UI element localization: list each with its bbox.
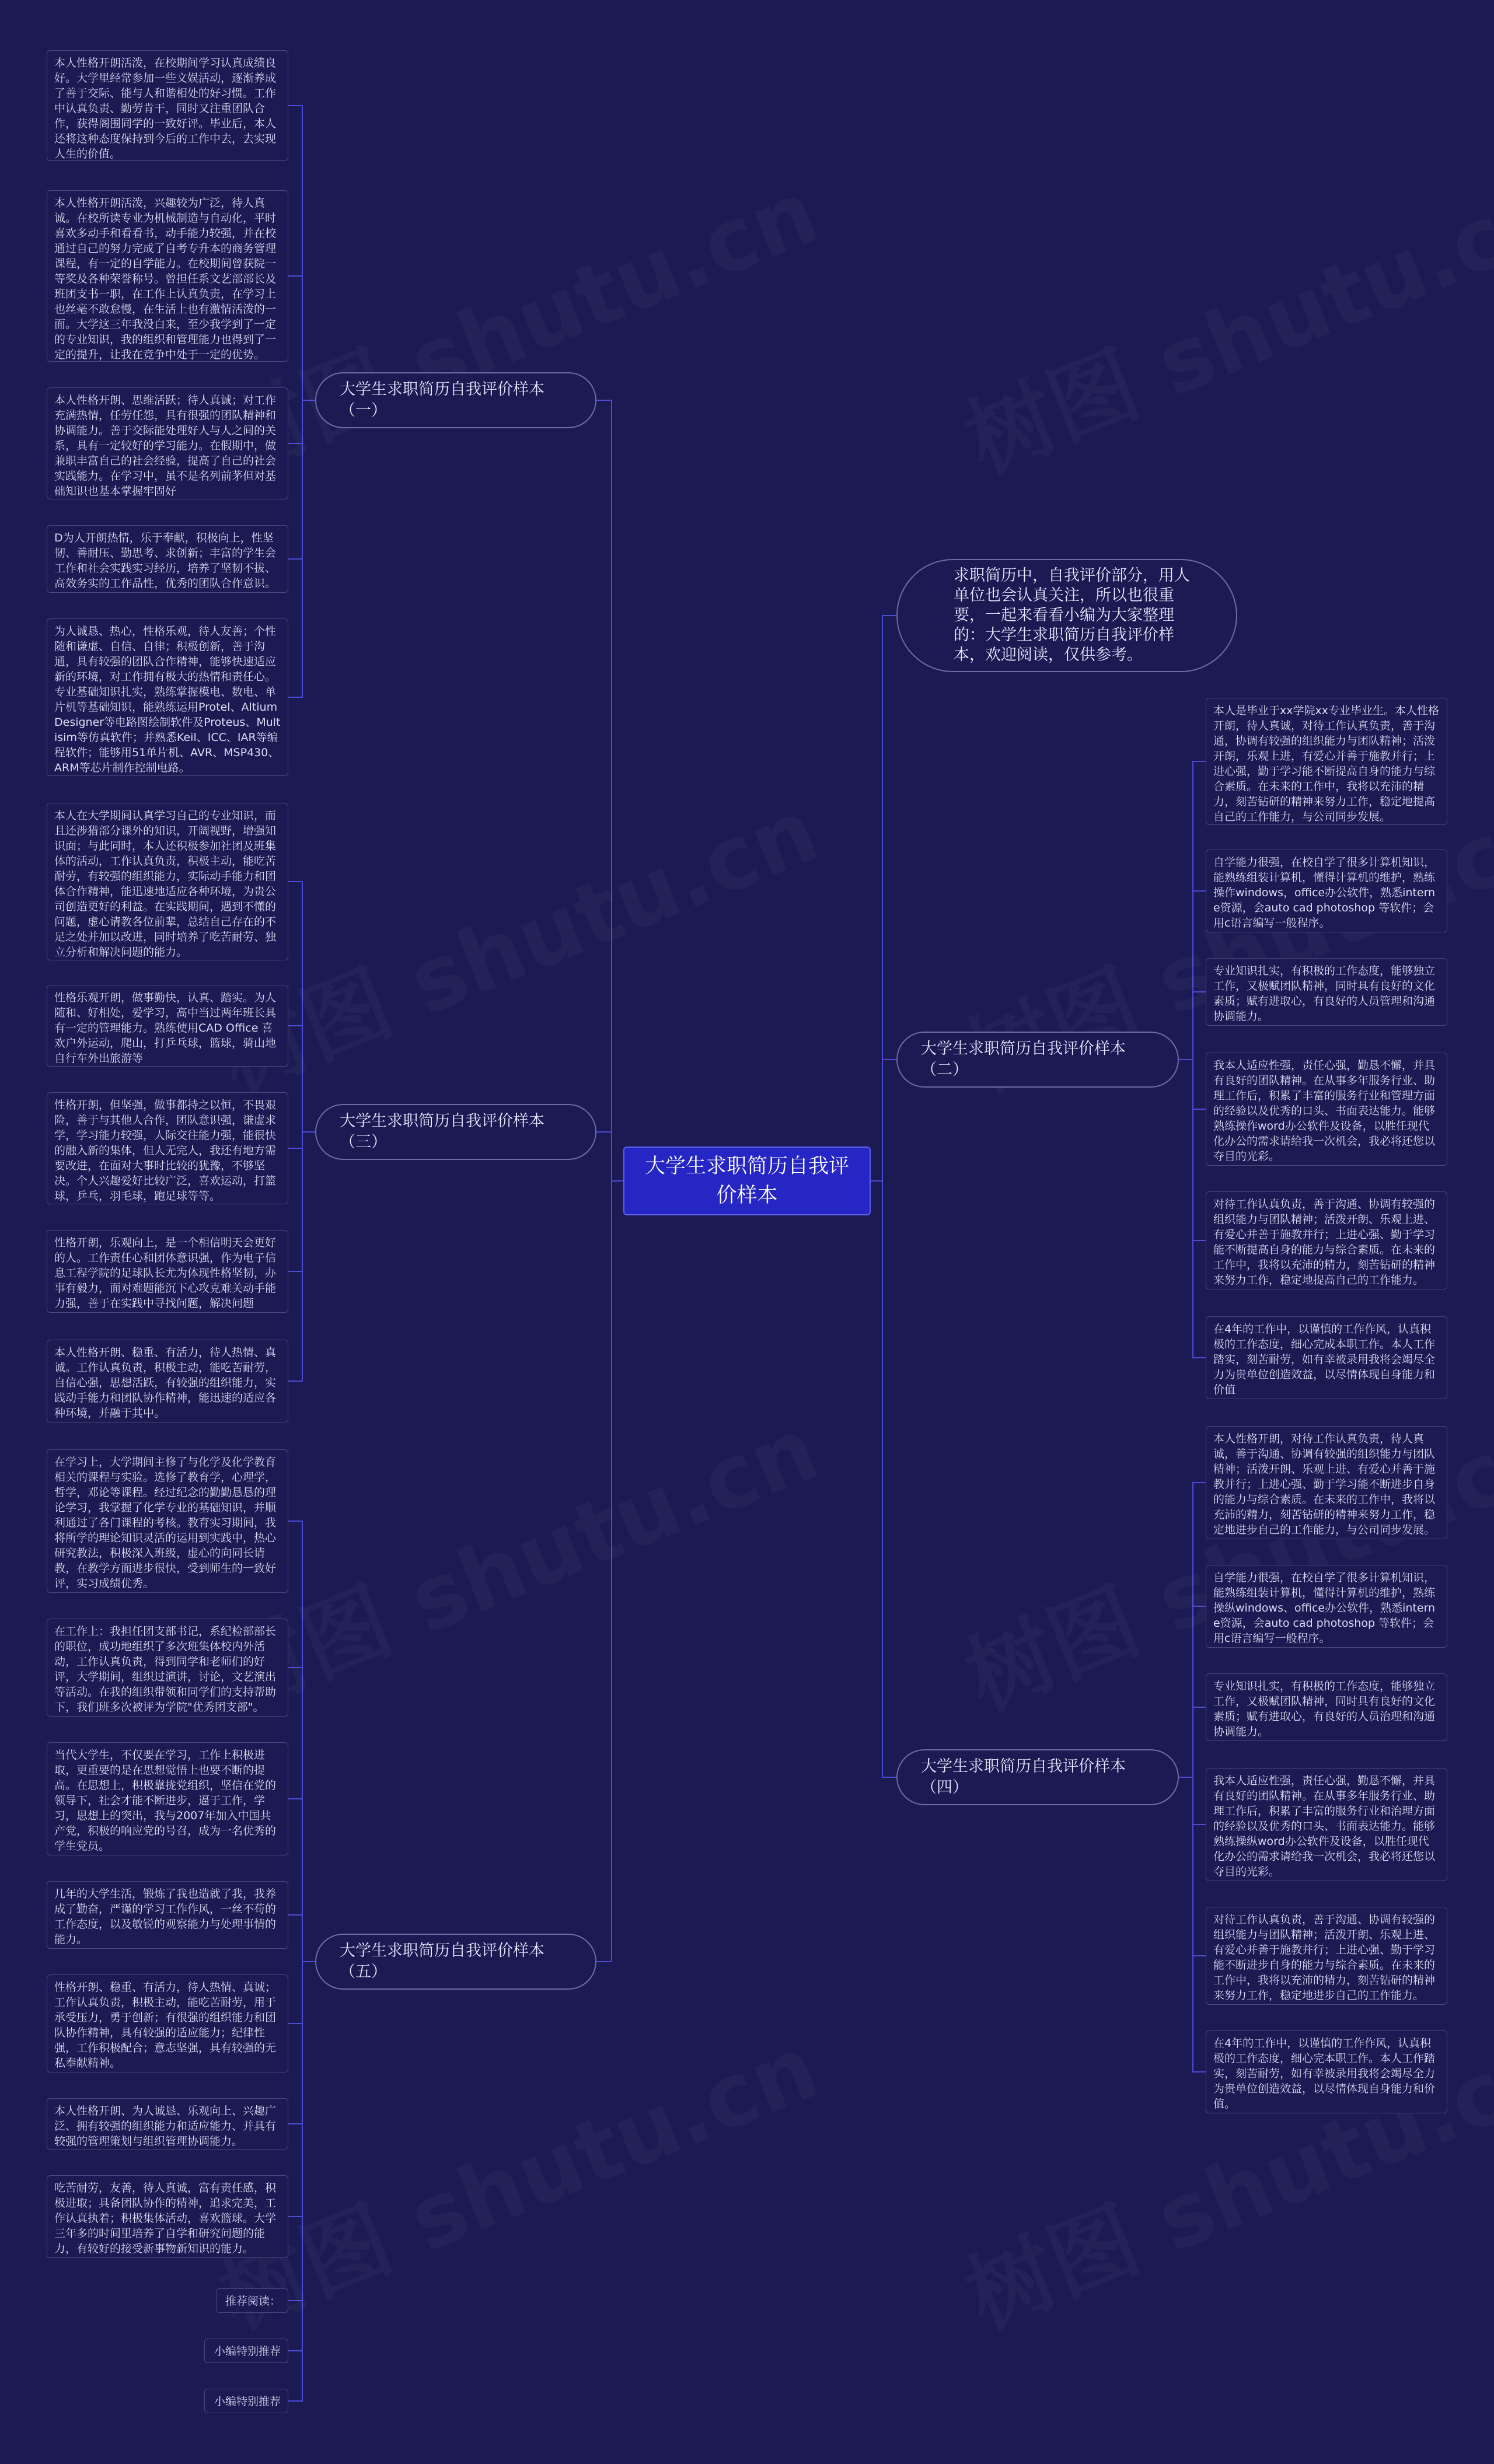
- watermark: [198, 761, 833, 1115]
- leaf-5-1[interactable]: 在学习上，大学期间主修了与化学及化学教育相关的课程与实验。选修了教育学，心理学，哲学，邓论等课程。经过纪念的勤勤恳恳的理论学习，我掌握了化学专业的基础知识，并顺利通过了各门课程的考核。教育实习期间，我将所学的理论知识灵活的运用到实践中，热心研究教法，积极深入班级，虚心的向同长请教，在教学方面进步很快，受到师生的一致好评，实习成绩优秀。: [47, 1449, 288, 1593]
- connector-line: [1179, 1777, 1206, 2072]
- connector-line: [288, 106, 315, 400]
- leaf-5-3[interactable]: 当代大学生，不仅要在学习，工作上积极进取，更重要的是在思想觉悟上也要不断的提高。在思想上，积极靠拢党组织，坚信在党的领导下，社会才能不断进步，逼于工作，学习，思想上的突出，我与2007年加入中国共产党，积极的响应党的号召，成为一名优秀的学生党员。: [47, 1742, 288, 1855]
- connector-line: [288, 400, 315, 559]
- connector-line: [1179, 891, 1206, 1060]
- connector-line: [596, 1132, 623, 1181]
- connector-line: [288, 1026, 315, 1132]
- leaf-5-2[interactable]: 在工作上：我担任团支部书记，系纪检部部长的职位，成功地组织了多次班集体校内外活动，工作认真负责，得到同学和老师们的好评，大学期间，组织过演讲，讨论，文艺演出等活动。在我的组织带领和同学们的支持帮助下，我们班多次被评为学院"优秀团支部"。: [47, 1619, 288, 1717]
- leaf-4-5[interactable]: 对待工作认真负责，善于沟通、协调有较强的组织能力与团队精神；活泼开朗、乐观上进、有爱心并善于施教并行；上进心强、勤于学习能不断进步自身的能力与综合素质。在未来的工作中，我将以充沛的精力，刻苦钻研的精神来努力工作，稳定地进步自己的工作能力。: [1206, 1907, 1447, 2005]
- connector-line: [288, 400, 315, 443]
- connector-line: [288, 1962, 315, 2217]
- connector-line: [1179, 1777, 1206, 1956]
- watermark: [198, 142, 833, 497]
- leaf-4-1[interactable]: 本人性格开朗，对待工作认真负责，待人真诚，善于沟通、协调有较强的组织能力与团队精神；活泼开朗、乐观上进、有爱心并善于施教并行；上进心强、勤于学习能不断进步自身的能力与综合素质。在未来的工作中，我将以充沛的精力，刻苦钻研的精神来努力工作，稳定地进步自己的工作能力，与公司同步发展。: [1206, 1426, 1447, 1539]
- connector-line: [288, 1132, 315, 1381]
- connector-line: [1179, 1060, 1206, 1358]
- branch-5[interactable]: 大学生求职简历自我评价样本（五）: [315, 1934, 596, 1990]
- leaf-2-6[interactable]: 在4年的工作中，以谨慎的工作作风，认真积极的工作态度，细心完成本职工作。本人工作踏实，刻苦耐劳，如有幸被录用我将会竭尽全力为贵单位创造效益，以尽情体现自身能力和价值: [1206, 1316, 1447, 1399]
- connector-line: [1179, 1060, 1206, 1109]
- leaf-1-3[interactable]: 本人性格开朗、思维活跃；待人真诚；对工作充满热情，任劳任怨，具有很强的团队精神和协调能力。善于交际能处理好人与人之间的关系，具有一定较好的学习能力。在假期中，做兼职丰富自己的社会经验，提高了自己的社会实践能力。在学习中，虽不是名列前茅但对基础知识也基本掌握牢固好: [47, 387, 288, 499]
- leaf-1-5[interactable]: 为人诚恳、热心，性格乐观，待人友善；个性随和谦虚、自信、自律；积极创新，善于沟通，具有较强的团队合作精神，能够快速适应新的环境，对工作拥有极大的热情和责任心。专业基础知识扎实，熟练掌握模电、数电、单片机等基础知识，能熟练运用Protel、Altium Designer等电路图绘制软件及Proteus、Multisim等仿真软件；并熟悉Keil、ICC、IAR等编程软件；能够用51单片机、AVR、MSP430、ARM等芯片制作控制电路。: [47, 618, 288, 776]
- watermark: [198, 1998, 833, 2352]
- connector-line: [288, 1668, 315, 1962]
- leaf-2-1[interactable]: 本人是毕业于xx学院xx专业毕业生。本人性格开朗，待人真诚，对待工作认真负责，善于沟通，协调有较强的组织能力与团队精神；活泼开朗，乐观上进，有爱心并善于施教并行；上进心强，勤于学习能不断提高自身的能力与综合素质。在未来的工作中，我将以充沛的精力，刻苦钻研的精神来努力工作，稳定地提高自己的工作能力，与公司同步发展。: [1206, 698, 1447, 825]
- leaf-5-9[interactable]: 小编特别推荐: [204, 2339, 288, 2363]
- leaf-3-2[interactable]: 性格乐观开朗，做事勤快，认真、踏实。为人随和、好相处，爱学习，高中当过两年班长具有一定的管理能力。熟练使用CAD Office 喜欢户外运动，爬山，打乒乓球，篮球，骑山地自行车外出旅游等: [47, 985, 288, 1067]
- connector-line: [288, 882, 315, 1132]
- leaf-3-4[interactable]: 性格开朗，乐观向上，是一个相信明天会更好的人。工作责任心和团体意识强，作为电子信息工程学院的足球队长尤为体现性格坚韧，办事有毅力，面对难题能沉下心攻克难关动手能力强，善于在实践中寻找问题，解决问题: [47, 1230, 288, 1313]
- connector-line: [288, 1962, 315, 2124]
- branch-3[interactable]: 大学生求职简历自我评价样本（三）: [315, 1104, 596, 1160]
- watermark: [198, 1379, 833, 1733]
- root-node[interactable]: 大学生求职简历自我评价样本: [623, 1147, 871, 1215]
- connector-line: [1179, 1777, 1206, 1825]
- leaf-3-3[interactable]: 性格开朗，但坚强，做事都持之以恒，不畏艰险，善于与其他人合作，团队意识强，谦虚求学，学习能力较强，人际交往能力强，能很快的融入新的集体，但人无完人，我还有地方需要改进，在面对大事时比较的犹豫，不够坚决。个人兴趣爱好比较广泛，喜欢运动，打篮球，乒乓，羽毛球，跑足球等等。: [47, 1092, 288, 1204]
- connector-line: [288, 1915, 315, 1962]
- leaf-1-2[interactable]: 本人性格开朗活泼，兴趣较为广泛，待人真诚。在校所读专业为机械制造与自动化，平时喜欢多动手和看看书，动手能力较强，并在校通过自己的努力完成了自考专升本的商务管理课程，有一定的自学能力。在校期间曾获院一等奖及各种荣誉称号。曾担任系文艺部部长及班团支书一职，在工作上认真负责，在学习上也丝毫不敢怠慢，在生活上也有激情活泼的一面。大学这三年我没白来，至少我学到了一定的专业知识，我的组织和管理能力也得到了一定的提升，让我在竞争中处于一定的优势。: [47, 190, 288, 362]
- connector-line: [288, 400, 315, 697]
- connector-line: [1179, 1606, 1206, 1777]
- connector-line: [288, 1962, 315, 2351]
- leaf-5-5[interactable]: 性格开朗、稳重、有活力，待人热情、真诚；工作认真负责，积极主动，能吃苦耐劳，用于承受压力，勇于创新；有很强的组织能力和团队协作精神，具有较强的适应能力；纪律性强，工作积极配合；意志坚强，具有较强的无私奉献精神。: [47, 1974, 288, 2072]
- leaf-3-1[interactable]: 本人在大学期间认真学习自己的专业知识，而且还涉猎部分课外的知识，开阔视野，增强知识面；与此同时，本人还积极参加社团及班集体的活动，工作认真负责，积极主动，能吃苦耐劳，有较强的组织能力，实际动手能力和团体合作精神，能迅速地适应各种环境，为贵公司创造更好的利益。在实践期间，遇到不懂的问题，虚心请教各位前辈，总结自己存在的不足之处并加以改进，同时培养了吃苦耐劳、独立分析和解决问题的能力。: [47, 803, 288, 960]
- leaf-1-1[interactable]: 本人性格开朗活泼，在校期间学习认真成绩良好。大学里经常参加一些文娱活动，逐渐养成了善于交际、能与人和谐相处的好习惯。工作中认真负责、勤劳肯干，同时又注重团队合作，获得阁围同学的一致好评。毕业后，本人还将这种态度保持到今后的工作中去，去实现人生的价值。: [47, 50, 288, 161]
- connector-line: [288, 1962, 315, 2023]
- connector-line: [871, 1181, 896, 1777]
- connector-line: [288, 1799, 315, 1962]
- connector-line: [1179, 1060, 1206, 1240]
- leaf-2-5[interactable]: 对待工作认真负责，善于沟通、协调有较强的组织能力与团队精神；活泼开朗、乐观上进、有爱心并善于施教并行；上进心强、勤于学习能不断提高自身的能力与综合素质。在未来的工作中，我将以充沛的精力，刻苦钻研的精神来努力工作，稳定地提高自己的工作能力。: [1206, 1191, 1447, 1289]
- watermark: [945, 142, 1494, 497]
- connector-line: [288, 1962, 315, 2401]
- branch-1[interactable]: 大学生求职简历自我评价样本（一）: [315, 372, 596, 428]
- connector-line: [288, 1521, 315, 1962]
- leaf-5-6[interactable]: 本人性格开朗、为人诚恳、乐观向上、兴趣广泛、拥有较强的组织能力和适应能力、并具有较强的管理策划与组织管理协调能力。: [47, 2098, 288, 2150]
- connector-line: [1179, 992, 1206, 1060]
- connector-line: [1179, 1483, 1206, 1777]
- connector-line: [288, 1962, 315, 2301]
- intro-node[interactable]: 求职简历中，自我评价部分，用人单位也会认真关注，所以也很重要，一起来看看小编为大家整理的：大学生求职简历自我评价样本，欢迎阅读，仅供参考。: [896, 559, 1237, 672]
- connector-line: [288, 1132, 315, 1271]
- leaf-4-4[interactable]: 我本人适应性强，责任心强，勤恳不懈，并具有良好的团队精神。在从事多年服务行业、助理工作后，积累了丰富的服务行业和治理方面的经验以及优秀的口头、书面表达能力。能够熟练操纵word办公软件及设备，以胜任现代化办公的需求请给我一次机会，我必将还您以夺目的光彩。: [1206, 1768, 1447, 1881]
- leaf-2-3[interactable]: 专业知识扎实，有积极的工作态度，能够独立工作，又极赋团队精神，同时具有良好的文化素质；赋有进取心，有良好的人员管理和沟通协调能力。: [1206, 958, 1447, 1026]
- leaf-5-7[interactable]: 吃苦耐劳，友善，待人真诚，富有责任感，积极进取；具备团队协作的精神，追求完美，工作认真执着；积极集体活动，喜欢篮球。大学三年多的时间里培养了自学和研究问题的能力，有较好的接受新事物新知识的能力。: [47, 2175, 288, 2258]
- connector-line: [1179, 761, 1206, 1060]
- connector-line: [596, 1181, 623, 1962]
- connector-line: [288, 276, 315, 400]
- leaf-5-4[interactable]: 几年的大学生活，锻炼了我也造就了我，我养成了勤奋，严谨的学习工作作风，一丝不苟的工作态度，以及敏锐的观察能力与处理事情的能力。: [47, 1881, 288, 1949]
- connector-line: [1179, 1707, 1206, 1777]
- leaf-4-6[interactable]: 在4年的工作中，以谨慎的工作作风，认真积极的工作态度，细心完本职工作。本人工作踏实，刻苦耐劳，如有幸被录用我将会竭尽全力为贵单位创造效益，以尽情体现自身能力和价值。: [1206, 2030, 1447, 2113]
- leaf-2-2[interactable]: 自学能力很强，在校自学了很多计算机知识，能熟练组装计算机，懂得计算机的维护，熟练操作windows，office办公软件，熟悉interne资源，会auto cad photoshop 等软件；会用c语言编写一般程序。: [1206, 850, 1447, 932]
- branch-4[interactable]: 大学生求职简历自我评价样本（四）: [896, 1749, 1179, 1805]
- branch-2[interactable]: 大学生求职简历自我评价样本（二）: [896, 1032, 1179, 1088]
- connector-line: [288, 1132, 315, 1148]
- leaf-2-4[interactable]: 我本人适应性强，责任心强，勤恳不懈，并具有良好的团队精神。在从事多年服务行业、助理工作后，积累了丰富的服务行业和管理方面的经验以及优秀的口头、书面表达能力。能够熟练操作word办公软件及设备，以胜任现代化办公的需求请给我一次机会，我必将还您以夺目的光彩。: [1206, 1053, 1447, 1166]
- leaf-3-5[interactable]: 本人性格开朗、稳重、有活力，待人热情、真诚。工作认真负责，积极主动，能吃苦耐劳，自信心强，思想活跃，有较强的组织能力，实践动手能力和团队协作精神，能迅速的适应各种环境，并融于其中。: [47, 1340, 288, 1423]
- leaf-5-8[interactable]: 推荐阅读：: [216, 2288, 288, 2313]
- leaf-5-10[interactable]: 小编特别推荐: [204, 2389, 288, 2413]
- leaf-4-2[interactable]: 自学能力很强，在校自学了很多计算机知识，能熟练组装计算机，懂得计算机的维护，熟练操纵windows、office办公软件，熟悉interne资源，会auto cad photoshop 等软件；会用c语言编写一般程序。: [1206, 1565, 1447, 1648]
- leaf-1-4[interactable]: D为人开朗热情，乐于奉献，积极向上，性坚韧、善耐压、勤思考、求创新；丰富的学生会工作和社会实践实习经历，培养了坚韧不拔、高效务实的工作品性，优秀的团队合作意识。: [47, 525, 288, 593]
- connector-line: [596, 400, 623, 1181]
- connector-line: [871, 616, 896, 1181]
- connector-line: [871, 1060, 896, 1181]
- leaf-4-3[interactable]: 专业知识扎实，有积极的工作态度，能够独立工作，又极赋团队精神，同时具有良好的文化素质；赋有进取心，有良好的人员治理和沟通协调能力。: [1206, 1673, 1447, 1741]
